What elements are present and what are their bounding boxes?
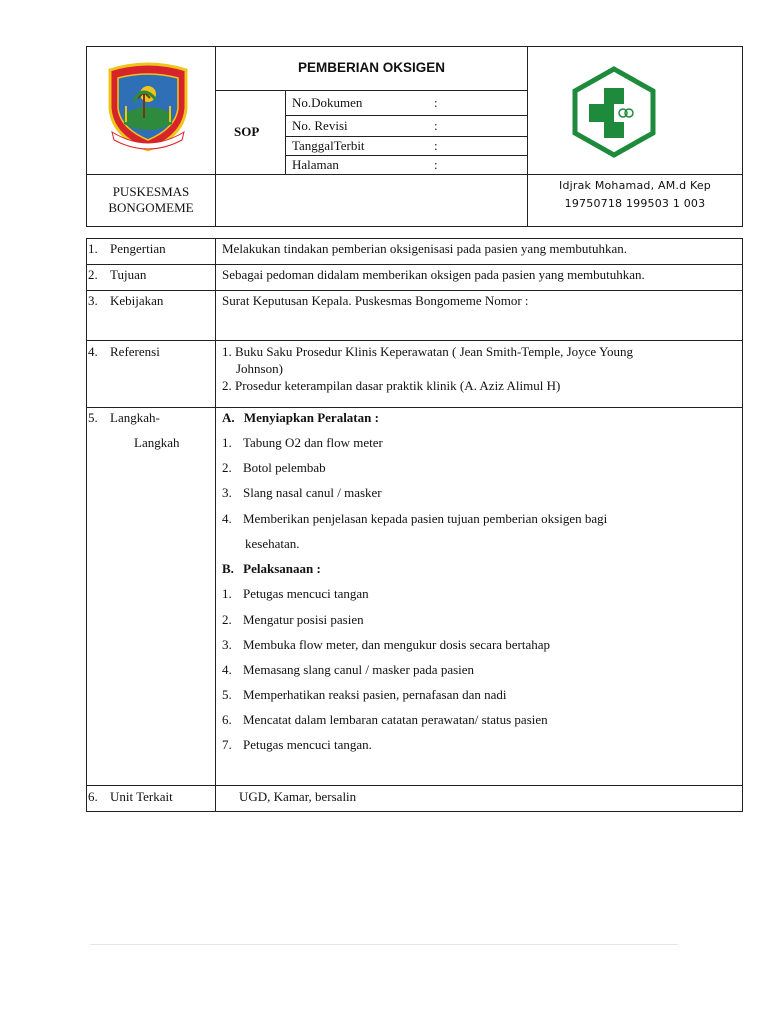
row-label-cont: Langkah — [134, 435, 180, 450]
row-number: 2. — [88, 267, 98, 282]
meta-sep: : — [434, 118, 438, 133]
document-title: PEMBERIAN OKSIGEN — [297, 60, 446, 75]
item-number: 4. — [222, 662, 232, 677]
meta-no-revisi — [292, 118, 348, 134]
list-item — [222, 661, 474, 678]
item-number: 7. — [222, 737, 232, 752]
meta-tanggal-terbit — [292, 138, 365, 154]
item-text: Membuka flow meter, dan mengukur dosis secara bertahap — [243, 637, 551, 652]
signer-name: Idjrak Mohamad, AM.d Kep — [559, 179, 711, 192]
signer-block — [528, 177, 742, 213]
row-number: 3. — [88, 293, 98, 308]
regency-emblem — [104, 62, 192, 152]
item-text: Tabung O2 dan flow meter — [243, 435, 383, 450]
item-number: 5. — [222, 687, 232, 702]
item-text: Memperhatikan reaksi pasien, pernafasan dan nadi — [243, 687, 507, 702]
item-number: 3. — [222, 485, 232, 500]
section-a-heading — [222, 409, 379, 426]
meta-label: Halaman — [292, 157, 339, 172]
meta-halaman — [292, 157, 339, 173]
reference-item: 1. Buku Saku Prosedur Klinis Keperawatan ( Jean Smith-Temple, Joyce Young — [222, 344, 634, 359]
row-pengertian-text: Melakukan tindakan pemberian oksigenisasi pada pasien yang membutuhkan. — [222, 241, 628, 256]
list-item — [222, 636, 550, 653]
row-label: Langkah- — [110, 410, 160, 425]
item-number: 6. — [222, 712, 232, 727]
item-number: 3. — [222, 637, 232, 652]
row-number: 4. — [88, 344, 98, 359]
meta-sep: : — [434, 138, 438, 153]
item-text: Memasang slang canul / masker pada pasien — [243, 662, 475, 677]
item-text: Botol pelembab — [243, 460, 326, 475]
row-tujuan-label — [88, 266, 146, 283]
row-kebijakan-label — [88, 292, 163, 309]
meta-sep: : — [434, 157, 438, 172]
list-item — [222, 611, 364, 628]
row-pengertian-label — [88, 240, 166, 257]
section-letter: B. — [222, 561, 234, 576]
org-line1: PUSKESMAS — [112, 184, 190, 199]
meta-label: No.Dokumen — [292, 95, 363, 110]
item-number: 1. — [222, 435, 232, 450]
item-number: 4. — [222, 511, 232, 526]
list-item — [222, 585, 369, 602]
item-text: Petugas mencuci tangan. — [243, 737, 372, 752]
row-unit-text: UGD, Kamar, bersalin — [239, 789, 357, 804]
reference-item: 2. Prosedur keterampilan dasar praktik klinik (A. Aziz Alimul H) — [222, 378, 561, 393]
item-number: 1. — [222, 586, 232, 601]
section-b-heading — [222, 560, 321, 577]
row-label: Unit Terkait — [110, 789, 173, 804]
row-kebijakan-text: Surat Keputusan Kepala. Puskesmas Bongomeme Nomor : — [222, 293, 529, 308]
list-item — [222, 711, 548, 728]
item-text: Memberikan penjelasan kepada pasien tujuan pemberian oksigen bagi — [243, 511, 608, 526]
section-title: Menyiapkan Peralatan : — [243, 410, 379, 425]
organization-name — [87, 184, 215, 216]
page-divider — [90, 944, 678, 945]
list-item-cont: kesehatan. — [245, 536, 300, 551]
row-label: Kebijakan — [110, 293, 164, 308]
health-cross-logo — [571, 66, 657, 158]
org-line2: BONGOMEME — [108, 200, 194, 215]
section-letter: A. — [222, 410, 235, 425]
meta-label: TanggalTerbit — [292, 138, 365, 153]
meta-no-dokumen — [292, 95, 362, 111]
reference-item-cont: Johnson) — [236, 361, 283, 376]
row-tujuan-text: Sebagai pedoman didalam memberikan oksigen pada pasien yang membutuhkan. — [222, 267, 645, 282]
item-text: Petugas mencuci tangan — [243, 586, 369, 601]
item-number: 2. — [222, 460, 232, 475]
signer-id: 19750718 199503 1 003 — [564, 197, 706, 210]
list-item — [222, 484, 382, 501]
list-item — [222, 736, 372, 753]
section-title: Pelaksanaan : — [243, 561, 321, 576]
item-text: Slang nasal canul / masker — [243, 485, 382, 500]
item-text: Mencatat dalam lembaran catatan perawatan/ status pasien — [243, 712, 548, 727]
row-unit-label — [88, 788, 173, 805]
sop-label: SOP — [234, 124, 260, 139]
row-referensi-text — [222, 343, 740, 394]
row-number: 5. — [88, 410, 98, 425]
meta-sep: : — [434, 95, 438, 110]
row-label: Referensi — [110, 344, 160, 359]
list-item — [222, 434, 383, 451]
item-text: Mengatur posisi pasien — [243, 612, 364, 627]
row-langkah-label — [88, 409, 213, 451]
row-referensi-label — [88, 343, 160, 360]
item-number: 2. — [222, 612, 232, 627]
row-number: 6. — [88, 789, 98, 804]
meta-label: No. Revisi — [292, 118, 348, 133]
row-label: Tujuan — [110, 267, 147, 282]
list-item — [222, 510, 738, 527]
row-label: Pengertian — [110, 241, 166, 256]
list-item — [222, 686, 507, 703]
row-number: 1. — [88, 241, 98, 256]
list-item — [222, 459, 326, 476]
